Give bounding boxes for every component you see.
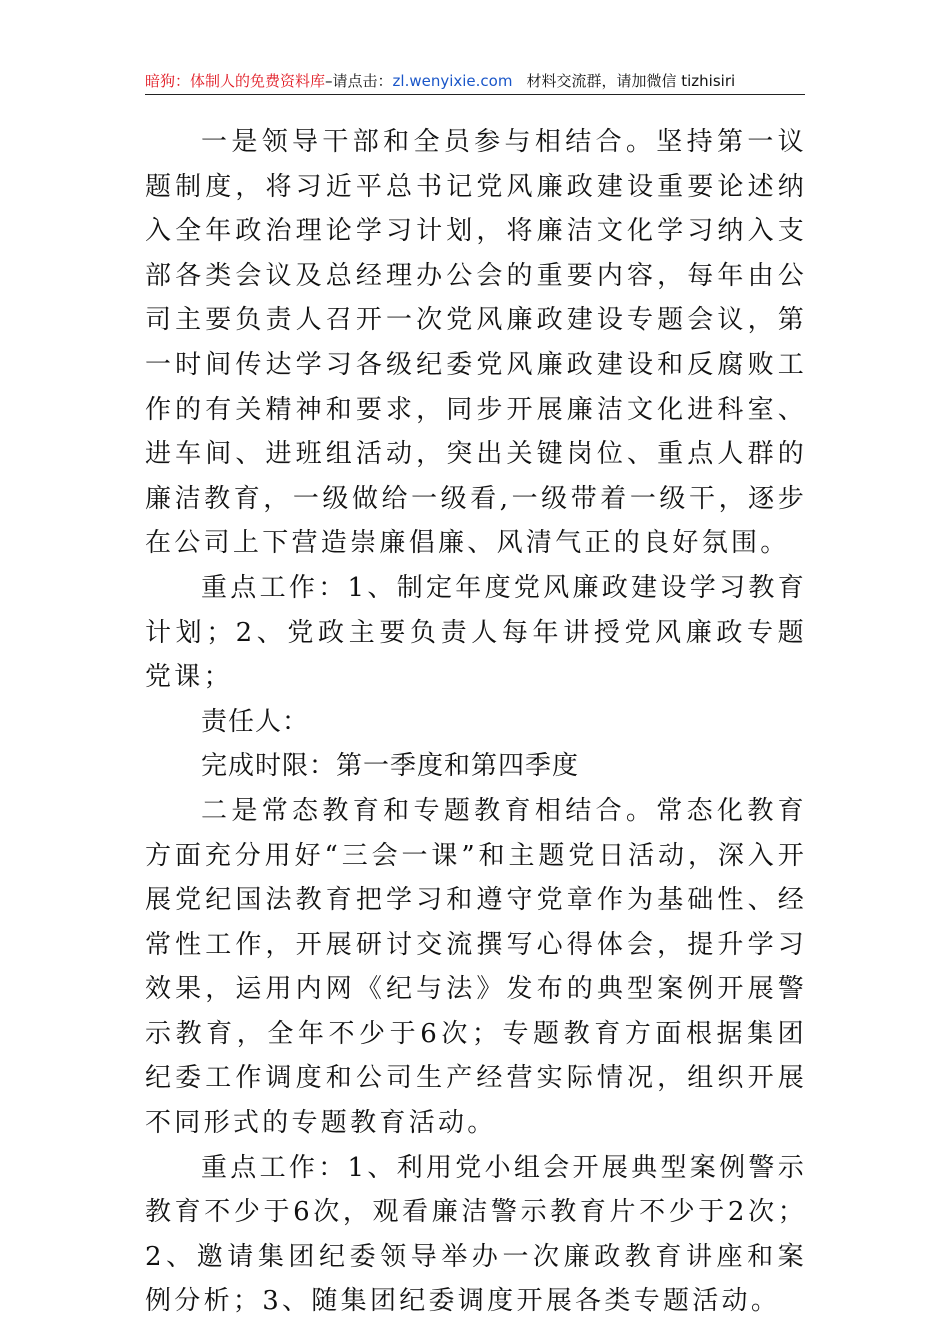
document-body	[145, 120, 807, 1324]
paragraph-regular-education: 二是常态教育和专题教育相结合。常态化教育方面充分用好“三会一课”和主题党日活动，深入开展党纪国法教育把学习和遵守党章作为基础性、经常性工作，开展研讨交流撰写心得体会，提升学习效果，运用内网《纪与法》发布的典型案例开展警示教育，全年不少于6次；专题教育方面根据集团纪委工作调度和公司生产经营实际情况，组织开展不同形式的专题教育活动。	[145, 795, 807, 1139]
paragraph-key-work-2: 重点工作：1、利用党小组会开展典型案例警示教育不少于6次，观看廉洁警示教育片不少于2次；2、邀请集团纪委领导举办一次廉政教育讲座和案例分析；3、随集团纪委调度开展各类专题活动。	[145, 1152, 807, 1317]
wechat-note: 材料交流群，请加微信 tizhisiri	[526, 72, 736, 90]
site-url-link[interactable]: zl.wenyixie.com	[392, 72, 513, 90]
header-divider	[145, 94, 805, 95]
paragraph-leader-participation: 一是领导干部和全员参与相结合。坚持第一议题制度，将习近平总书记党风廉政建设重要论述纳入全年政治理论学习计划，将廉洁文化学习纳入支部各类会议及总经理办公会的重要内容，每年由公司主要负责人召开一次党风廉政建设专题会议，第一时间传达学习各级纪委党风廉政建设和反腐败工作的有关精神和要求，同步开展廉洁文化进科室、进车间、进班组活动，突出关键岗位、重点人群的廉洁教育，一级做给一级看,一级带着一级干，逐步在公司上下营造崇廉倡廉、风清气正的良好氛围。	[145, 127, 807, 559]
paragraph-key-work-1: 重点工作：1、制定年度党风廉政建设学习教育计划；2、党政主要负责人每年讲授党风廉政专题党课；	[145, 572, 807, 693]
paragraph-deadline: 完成时限：第一季度和第四季度	[201, 751, 580, 782]
paragraph-responsible-person: 责任人：	[201, 706, 310, 737]
click-prompt: –请点击：	[325, 72, 393, 90]
page-header	[145, 68, 805, 94]
site-name: 暗狗：体制人的免费资料库	[145, 72, 326, 90]
